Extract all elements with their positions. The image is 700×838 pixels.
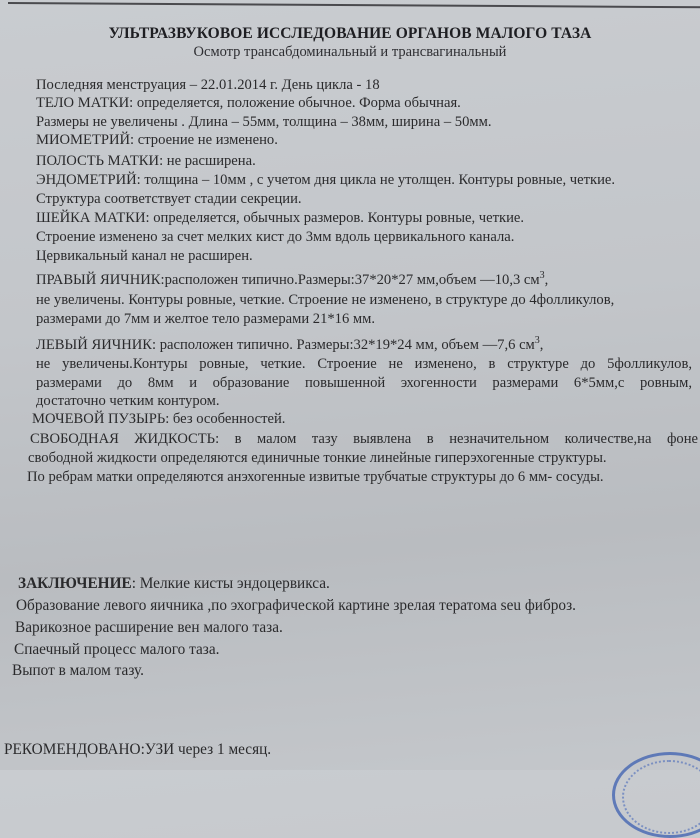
conclusion-line-1: ЗАКЛЮЧЕНИЕ: Мелкие кисты эндоцервикса. (18, 575, 330, 592)
cervix-line-3: Цервикальный канал не расширен. (36, 248, 253, 264)
conclusion-item: Выпот в малом тазу. (12, 662, 144, 679)
myometrium-line: МИОМЕТРИЙ: строение не изменено. (36, 132, 278, 148)
recommendation-line: РЕКОМЕНДОВАНО:УЗИ через 1 месяц. (4, 741, 272, 758)
recommendation-label: РЕКОМЕНДОВАНО: (4, 741, 145, 758)
right-ovary-line-2: не увеличены. Контуры ровные, четкие. Строение не изменено, в структуре до 4фолликулов, (36, 292, 615, 308)
uterus-body-line-2: Размеры не увеличены . Длина – 55мм, толщина – 38мм, ширина – 50мм. (36, 114, 492, 130)
conclusion-item: Образование левого яичника ,по эхографической картине зрелая тератома seu фиброз. (16, 597, 576, 614)
left-ovary-line-1: ЛЕВЫЙ ЯИЧНИК: расположен типично. Размеры:32*19*24 мм, объем —7,6 $см^3$, (36, 335, 544, 353)
bladder-label: МОЧЕВОЙ ПУЗЫРЬ: (32, 411, 170, 427)
page-edge-line (8, 2, 700, 8)
left-ovary-line-4: достаточно четким контуром. (36, 393, 220, 409)
bladder-line: МОЧЕВОЙ ПУЗЫРЬ: без особенностей. (32, 411, 286, 427)
conclusion-item: Спаечный процесс малого таза. (14, 641, 220, 658)
uterus-body-label: ТЕЛО МАТКИ: (36, 95, 134, 111)
free-fluid-line-2: свободной жидкости определяются единичные тонкие линейные гиперэхогенные структуры. (28, 450, 607, 466)
free-fluid-line-1: СВОБОДНАЯ ЖИДКОСТЬ: в малом тазу выявлена в незначительном количестве,на фоне (30, 431, 698, 447)
right-ovary-label: ПРАВЫЙ ЯИЧНИК: (36, 272, 165, 288)
right-ovary-line-1: ПРАВЫЙ ЯИЧНИК:расположен типично.Размеры:37*20*27 мм,объем —10,3 $см^3$, (36, 270, 549, 288)
left-ovary-line-2: не увеличены.Контуры ровные, четкие. Строение не изменено, в структуре до 5фолликулов, (36, 356, 692, 372)
endometrium-line-2: Структура соответствует стадии секреции. (36, 191, 302, 207)
free-fluid-line-3: По ребрам матки определяются анэхогенные извитые трубчатые структуры до 6 мм- сосуды. (27, 469, 604, 485)
endometrium-line-1: ЭНДОМЕТРИЙ: толщина – 10мм , с учетом дня цикла не утолщен. Контуры ровные, четкие. (36, 172, 616, 188)
cervix-label: ШЕЙКА МАТКИ: (36, 210, 150, 226)
uterine-cavity-line: ПОЛОСТЬ МАТКИ: не расширена. (36, 153, 256, 169)
right-ovary-line-3: размерами до 7мм и желтое тело размерами 21*16 мм. (36, 311, 376, 327)
endometrium-label: ЭНДОМЕТРИЙ: (36, 172, 141, 188)
conclusion-label: ЗАКЛЮЧЕНИЕ (18, 575, 132, 592)
menstruation-line: Последняя менструация – 22.01.2014 г. День цикла - 18 (36, 77, 380, 93)
free-fluid-label: СВОБОДНАЯ ЖИДКОСТЬ: (30, 431, 220, 447)
cervix-line-2: Строение изменено за счет мелких кист до 3мм вдоль цервикального канала. (36, 229, 515, 245)
left-ovary-label: ЛЕВЫЙ ЯИЧНИК: (36, 337, 157, 353)
uterus-body-line-1: ТЕЛО МАТКИ: определяется, положение обычное. Форма обычная. (36, 95, 461, 111)
uterine-cavity-label: ПОЛОСТЬ МАТКИ: (36, 153, 164, 169)
cervix-line-1: ШЕЙКА МАТКИ: определяется, обычных размеров. Контуры ровные, четкие. (36, 210, 525, 226)
document-title: УЛЬТРАЗВУКОВОЕ ИССЛЕДОВАНИЕ ОРГАНОВ МАЛОГО ТАЗА (108, 25, 592, 42)
conclusion-item: Варикозное расширение вен малого таза. (15, 619, 283, 636)
myometrium-label: МИОМЕТРИЙ: (36, 132, 135, 148)
document-subtitle: Осмотр трансабдоминальный и трансвагинальный (193, 44, 507, 60)
left-ovary-line-3: размерами до 8мм и образование повышенной эхогенности размерами 6*5мм,с ровным, (36, 375, 692, 391)
